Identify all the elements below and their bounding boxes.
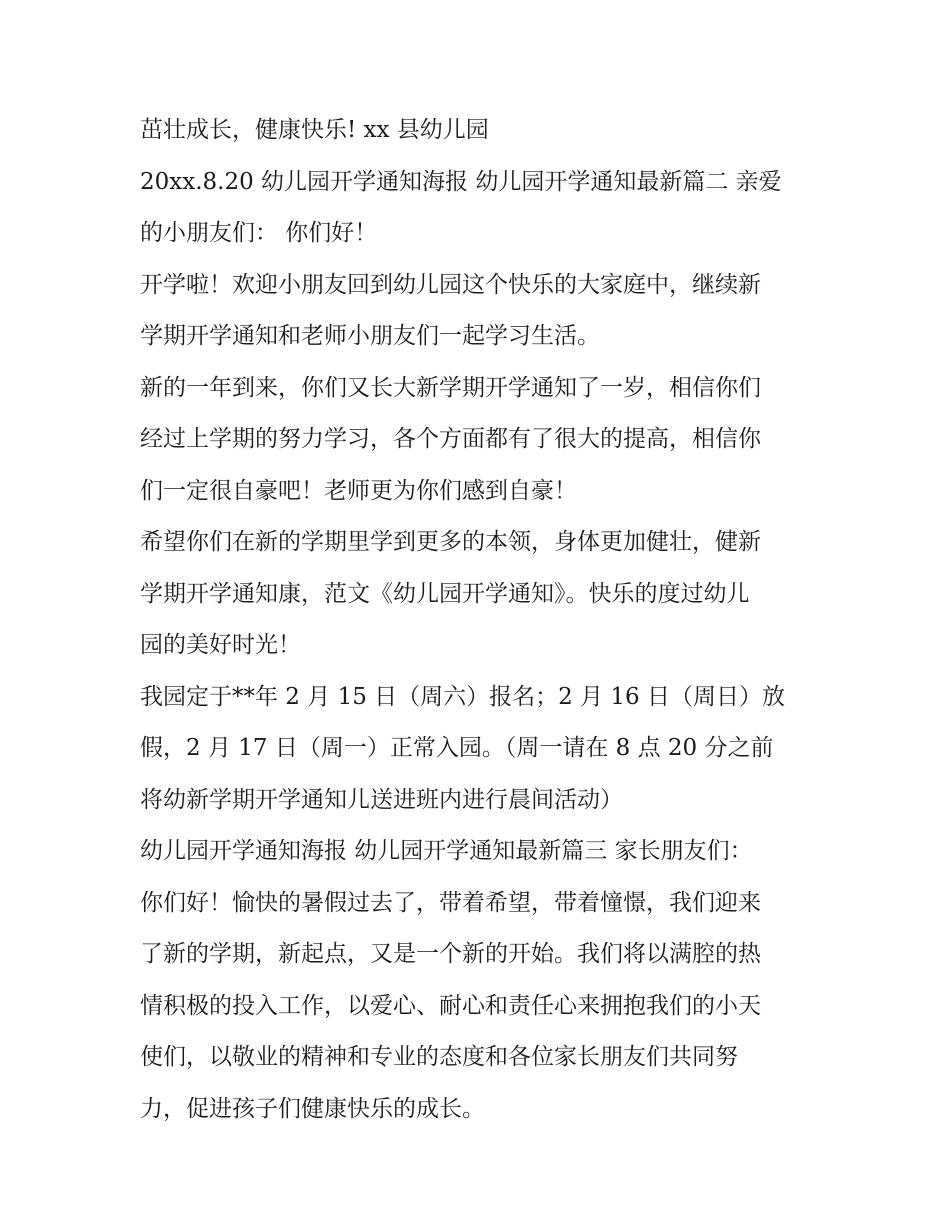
text-line-9: 希望你们在新的学期里学到更多的本领，身体更加健壮，健新: [140, 529, 761, 555]
text-line-5: 学期开学通知和老师小朋友们一起学习生活。: [140, 323, 600, 349]
text-line-4: 开学啦！欢迎小朋友回到幼儿园这个快乐的大家庭中，继续新: [140, 271, 761, 298]
text-line-14: 将幼新学期开学通知儿送进班内进行晨间活动）: [140, 786, 623, 813]
text-line-19: 使们，以敬业的精神和专业的态度和各位家长朋友们共同努: [140, 1044, 738, 1070]
text-line-17: 了新的学期，新起点，又是一个新的开始。我们将以满腔的热: [140, 941, 761, 967]
text-line-13: 假，2 月 17 日（周一）正常入园。（周一请在 8 点 20 分之前: [140, 735, 774, 761]
document-body: [140, 110, 820, 1140]
text-line-16: 你们好！愉快的暑假过去了，带着希望，带着憧憬，我们迎来: [140, 889, 761, 916]
text-line-3: 的小朋友们： 你们好！: [140, 220, 378, 246]
text-line-1: 茁壮成长，健康快乐! xx 县幼儿园: [140, 117, 489, 143]
text-line-7: 经过上学期的努力学习，各个方面都有了很大的提高，相信你: [140, 426, 761, 452]
text-line-15: 幼儿园开学通知海报 幼儿园开学通知最新篇三 家长朋友们：: [140, 838, 753, 864]
text-line-10: 学期开学通知康，范文《幼儿园开学通知》。快乐的度过幼儿: [140, 580, 750, 607]
text-line-6: 新的一年到来，你们又长大新学期开学通知了一岁，相信你们: [140, 374, 761, 401]
text-line-8: 们一定很自豪吧！老师更为你们感到自豪！: [140, 477, 577, 504]
text-line-12: 我园定于**年 2 月 15 日（周六）报名；2 月 16 日（周日）放: [140, 683, 785, 710]
text-line-18: 情积极的投入工作，以爱心、耐心和责任心来拥抱我们的小天: [140, 992, 761, 1019]
text-line-20: 力，促进孩子们健康快乐的成长。: [140, 1095, 485, 1122]
text-line-11: 园的美好时光！: [140, 632, 301, 658]
text-line-2: 20xx.8.20 幼儿园开学通知海报 幼儿园开学通知最新篇二 亲爱: [140, 168, 782, 195]
